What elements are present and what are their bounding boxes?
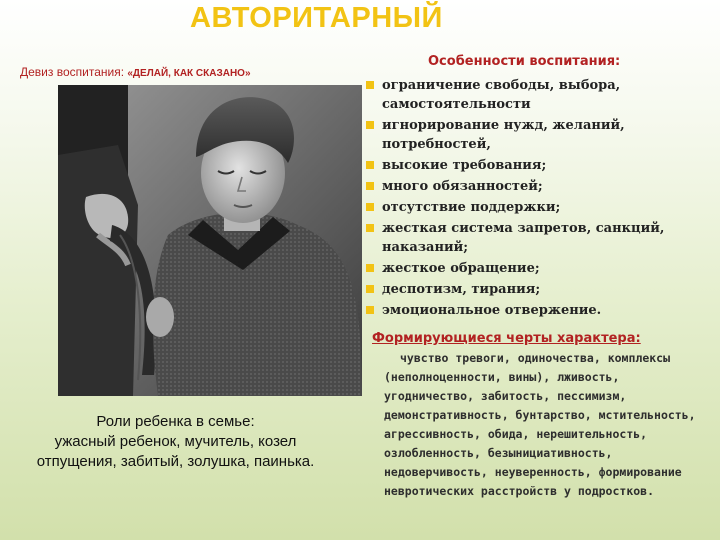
features-list: [366, 76, 706, 322]
roles-text: ужасный ребенок, мучитель, козел отпущения, забитый, золушка, паинька.: [36, 433, 315, 470]
square-bullet-icon: [366, 161, 374, 169]
list-item-text: много обязанностей;: [382, 179, 543, 194]
list-item: [366, 177, 706, 196]
list-item-text: жесткое обращение;: [382, 261, 540, 276]
list-item-text: деспотизм, тирания;: [382, 282, 541, 297]
traits-heading: Формирующиеся черты характера:: [372, 331, 641, 346]
list-item-text: высокие требования;: [382, 158, 547, 173]
motto-value: «ДЕЛАЙ, КАК СКАЗАНО»: [127, 68, 251, 79]
photo-illustration: [58, 85, 362, 396]
square-bullet-icon: [366, 224, 374, 232]
list-item: [366, 116, 706, 154]
traits-text: чувство тревоги, одиночества, комплексы (неполноценности, вины), лживость, угодничество, забитость, пессимизм, демонстративность, бунтарство, мстительность, агрессивность, обида, нерешительность, озлобленность, безынициативность, недоверчивость, неуверенность, формирование невротических расстройств у подростков.: [384, 351, 696, 498]
child-roles: [28, 412, 323, 472]
list-item: [366, 198, 706, 217]
list-item: [366, 76, 706, 114]
list-item: [366, 259, 706, 278]
roles-label: Роли ребенка в семье:: [96, 413, 255, 430]
list-item: [366, 219, 706, 257]
square-bullet-icon: [366, 285, 374, 293]
list-item-text: игнорирование нужд, желаний, потребностей,: [382, 118, 625, 152]
square-bullet-icon: [366, 306, 374, 314]
list-item-text: эмоциональное отвержение.: [382, 303, 602, 318]
list-item-text: ограничение свободы, выбора, самостоятельности: [382, 78, 621, 112]
list-item: [366, 280, 706, 299]
square-bullet-icon: [366, 182, 374, 190]
features-heading: Особенности воспитания:: [428, 54, 621, 69]
square-bullet-icon: [366, 264, 374, 272]
square-bullet-icon: [366, 81, 374, 89]
square-bullet-icon: [366, 121, 374, 129]
square-bullet-icon: [366, 203, 374, 211]
list-item-text: жесткая система запретов, санкций, наказаний;: [382, 221, 665, 255]
list-item: [366, 156, 706, 175]
slide-title: АВТОРИТАРНЫЙ: [190, 2, 443, 34]
list-item: [366, 301, 706, 320]
list-item-text: отсутствие поддержки;: [382, 200, 561, 215]
motto: [20, 65, 251, 79]
motto-label: Девиз воспитания:: [20, 65, 128, 79]
boy-with-belt-photo: [58, 85, 362, 396]
